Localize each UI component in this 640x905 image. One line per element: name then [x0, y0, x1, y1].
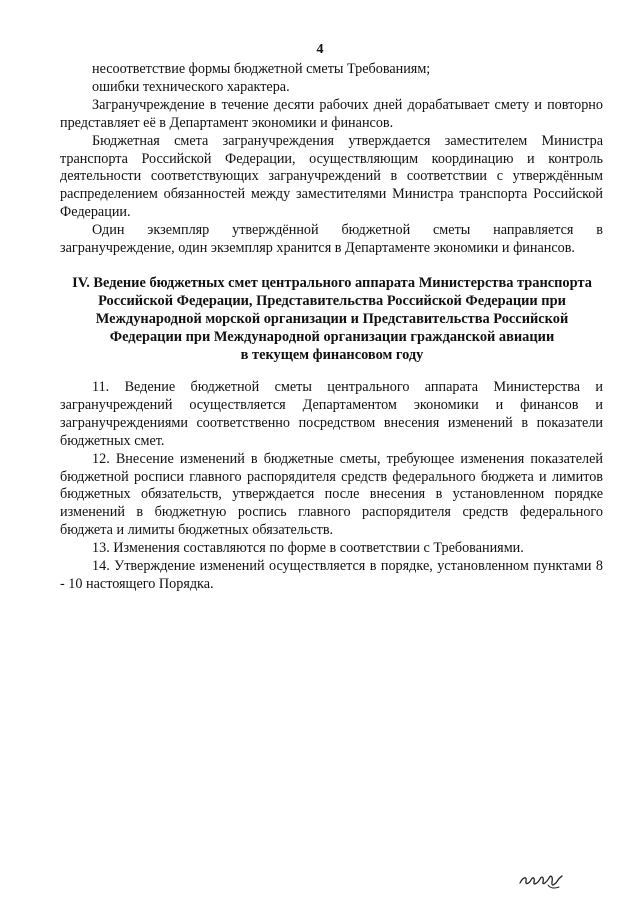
text-block-top	[60, 61, 603, 258]
paragraph: несоответствие формы бюджетной сметы Требованиям;	[92, 61, 431, 77]
paragraph: 11. Ведение бюджетной сметы центрального аппарата Министерства и загранучреждений осуществляется Департаментом экономики и финансов и загранучреждениями соответственно посредством внесения изменений в показатели бюджетных смет.	[60, 379, 603, 449]
text-block-bottom	[60, 379, 603, 594]
paragraph: Бюджетная смета загранучреждения утверждается заместителем Министра транспорта Российской Федерации, осуществляющим координацию и контроль деятельности соответствующих загранучреждений в соответствии с утверждённым распределением обязанностей между заместителями Министра транспорта Российской Федерации.	[60, 132, 603, 221]
section-heading-line: Международной морской организации и Представительства Российской	[95, 310, 569, 327]
section-heading-line: IV. Ведение бюджетных смет центрального аппарата Министерства транспорта	[72, 275, 592, 291]
paragraph: Загранучреждение в течение десяти рабочих дней дорабатывает смету и повторно представляет её в Департамент экономики и финансов.	[60, 96, 603, 131]
paragraph: 14. Утверждение изменений осуществляется в порядке, установленном пунктами 8 - 10 настоящего Порядка.	[60, 558, 603, 592]
paragraph: ошибки технического характера.	[92, 78, 290, 95]
page-number: 4	[316, 42, 324, 57]
paragraph: 13. Изменения составляются по форме в соответствии с Требованиями.	[92, 540, 524, 557]
section-heading-line: Российской Федерации, Представительства Российской Федерации при	[98, 292, 566, 309]
paragraph: Один экземпляр утверждённой бюджетной сметы направляется в загранучреждение, один экземпляр хранится в Департаменте экономики и финансов.	[60, 222, 603, 257]
section-heading-line: в текущем финансовом году	[240, 346, 424, 363]
section-heading	[52, 275, 612, 365]
paragraph: 12. Внесение изменений в бюджетные сметы, требующее изменения показателей бюджетной росписи главного распорядителя средств федерального бюджета и лимитов бюджетных обязательств, утверждается после внесения в установленном порядке изменений в бюджетную роспись главного распорядителя средств федерального бюджета и лимиты бюджетных обязательств.	[60, 450, 603, 539]
section-heading-line: Федерации при Международной организации гражданской авиации	[109, 328, 555, 345]
handwritten-signature-icon	[518, 868, 564, 890]
